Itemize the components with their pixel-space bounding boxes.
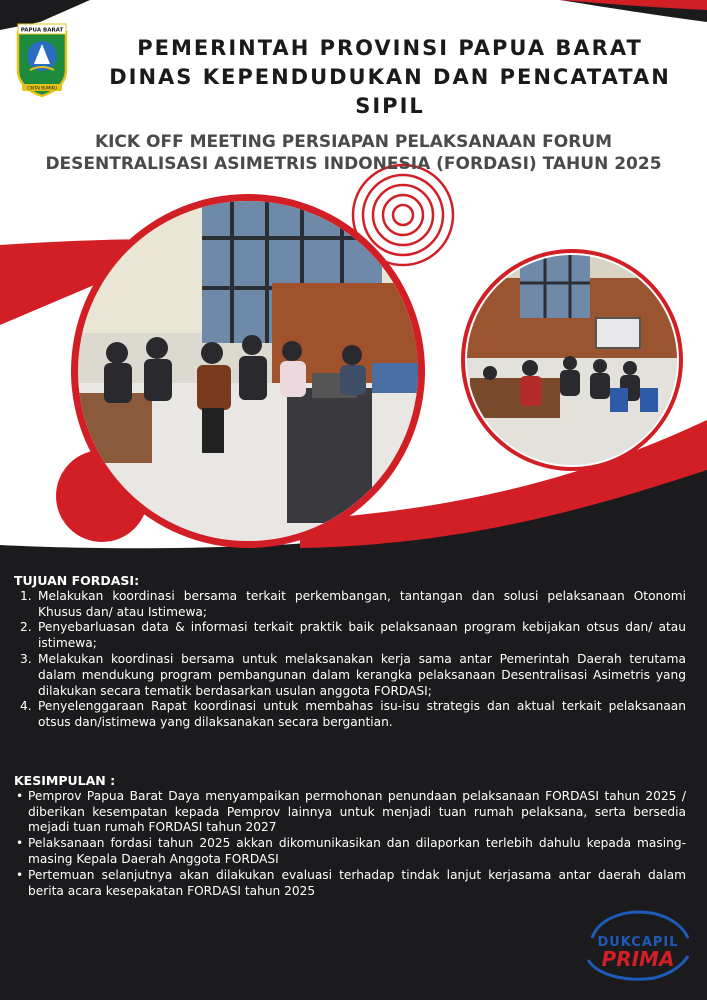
logo-text: PAPUA BARAT (20, 27, 64, 34)
list-text: Melakukan koordinasi bersama terkait perkembangan, tantangan dan solusi pelaksanaan Otonomi Khusus dan/ atau Istimewa; (38, 588, 686, 619)
bullet-icon: • (16, 867, 24, 882)
list-text: Pemprov Papua Barat Daya menyampaikan permohonan penundaan pelaksanaan FORDASI tahun 2025 / diberikan kesempatan kepada Pemprov lainnya untuk menjadi tuan rumah pelaksana, serta bersedia mejadi tuan rumah FORDASI tahun 2027 (28, 788, 686, 835)
meeting-photo-main (52, 193, 444, 549)
list-item (14, 836, 686, 868)
poster-title (0, 131, 707, 175)
list-number: 2. (20, 620, 32, 635)
list-item (14, 620, 686, 652)
list-item (14, 589, 686, 621)
content-section (14, 573, 686, 899)
list-text: Penyelenggaraan Rapat koordinasi untuk membahas isu-isu strategis dan aktual terkait pelaksanaan otsus dan/istimewa yang dilaksanakan secara bergantian. (38, 699, 686, 730)
title-line-1: KICK OFF MEETING PERSIAPAN PELAKSANAAN FORUM (94, 132, 613, 152)
kesimpulan-heading: KESIMPULAN : (14, 772, 116, 788)
org-line-2: DINAS KEPENDUDUKAN DAN PENCATATAN SIPIL (109, 65, 671, 118)
org-line-1: PEMERINTAH PROVINSI PAPUA BARAT (137, 36, 643, 60)
kesimpulan-list (14, 789, 686, 900)
logo-motto: CINTAI BUMIKU (26, 85, 58, 91)
list-item (14, 699, 686, 731)
list-number: 3. (20, 651, 32, 666)
brand-line-2: PRIMA (601, 947, 675, 971)
list-number: 4. (20, 699, 32, 714)
brand-line-1: DUKCAPIL (597, 935, 679, 950)
organization-header (80, 34, 700, 121)
meeting-photo-side (460, 248, 684, 472)
dukcapil-prima-logo (578, 908, 698, 982)
list-text: Pertemuan selanjutnya akan dilakukan evaluasi terhadap tindak lanjut kerjasama antar daerah dalam berita acara kesepakatan FORDASI tahun 2025 (28, 867, 686, 898)
list-item (14, 868, 686, 900)
papua-barat-emblem (14, 18, 70, 98)
list-item (14, 789, 686, 836)
tujuan-heading: TUJUAN FORDASI: (14, 573, 140, 588)
title-line-2: DESENTRALISASI ASIMETRIS INDONESIA (FORDASI) TAHUN 2025 (45, 154, 662, 174)
tujuan-list (14, 589, 686, 731)
list-text: Melakukan koordinasi bersama untuk melaksanakan kerja sama antar Pemerintah Daerah terutama dalam mendukung program pembangunan dalam kerangka pelaksanaan Desentralisasi Asimetris yang dilakukan secara tematik berdasarkan usulan anggota FORDASI; (38, 651, 686, 698)
list-text: Penyebarluasan data & informasi terkait praktik baik pelaksanaan program kebijakan otsus dan/ atau istimewa; (38, 620, 686, 651)
list-item (14, 652, 686, 699)
list-text: Pelaksanaan fordasi tahun 2025 akkan dikomunikasikan dan dilaporkan terlebih dahulu kepada masing-masing Kepala Daerah Anggota FORDASI (28, 836, 686, 866)
bullet-icon: • (16, 836, 24, 851)
list-number: 1. (20, 588, 32, 603)
bullet-icon: • (16, 788, 24, 803)
